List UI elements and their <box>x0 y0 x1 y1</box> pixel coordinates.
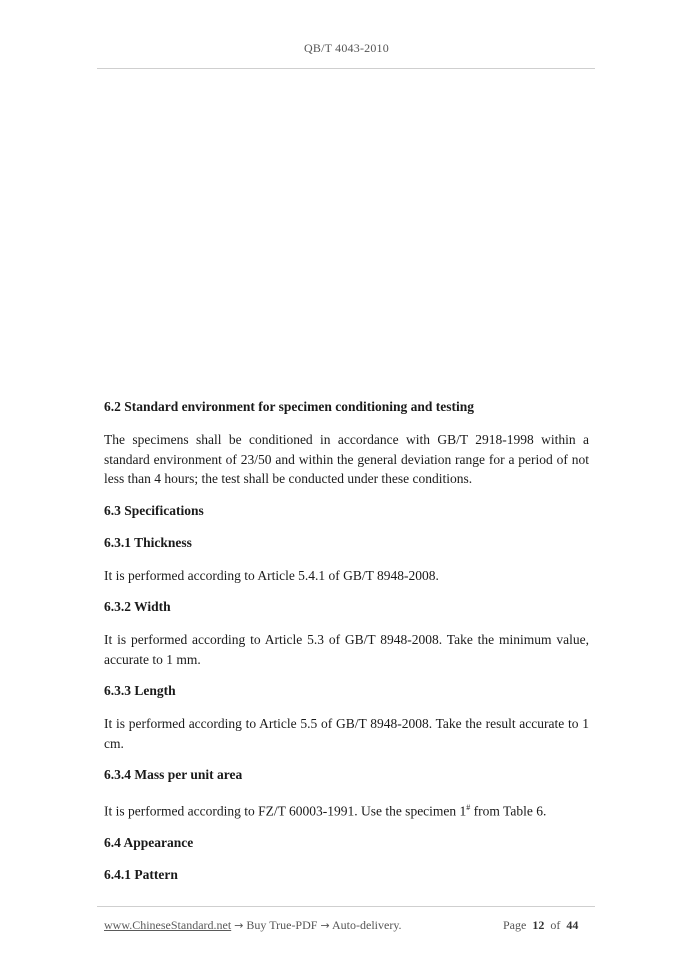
total-page-count: 44 <box>566 918 579 932</box>
specimen-superscript: # <box>466 803 471 812</box>
section-6-3-2-heading: 6.3.2 Width <box>104 599 171 614</box>
page-content <box>104 398 589 898</box>
document-code-header: QB/T 4043-2010 <box>304 41 389 55</box>
section-6-3-3-heading: 6.3.3 Length <box>104 683 176 698</box>
footer-divider <box>97 906 595 907</box>
page-indicator <box>503 918 578 933</box>
section-6-2-heading: 6.2 Standard environment for specimen conditioning and testing <box>104 399 475 414</box>
section-6-3-4-heading: 6.3.4 Mass per unit area <box>104 767 243 782</box>
section-6-3-1-heading: 6.3.1 Thickness <box>104 534 192 550</box>
arrow-right-icon: → <box>320 919 330 932</box>
of-label: of <box>550 918 561 932</box>
section-6-3-heading: 6.3 Specifications <box>104 502 204 518</box>
section-6-3-1-paragraph: It is performed according to Article 5.4.1 of GB/T 8948-2008. <box>104 567 439 583</box>
section-6-3-4-text-end: from Table 6. <box>470 803 547 819</box>
site-link[interactable]: www.ChineseStandard.net <box>104 918 232 932</box>
buy-true-pdf-text: Buy True-PDF <box>246 918 318 932</box>
header-divider <box>97 68 595 69</box>
section-6-3-2-paragraph: It is performed according to Article 5.3 of GB/T 8948-2008. Take the minimum value, accurate to 1 mm. <box>104 632 589 667</box>
arrow-right-icon: → <box>234 919 244 932</box>
section-6-4-1-heading: 6.4.1 Pattern <box>104 867 178 882</box>
page-label: Page <box>503 918 527 932</box>
section-6-3-4-paragraph <box>104 798 589 821</box>
section-6-3-4-text-start: It is performed according to FZ/T 60003-1991. Use the specimen 1 <box>104 803 467 819</box>
section-6-2-paragraph: The specimens shall be conditioned in accordance with GB/T 2918-1998 within a standard environment of 23/50 and within the general deviation range for a period of not less than 4 hours; the test shall be conducted under these conditions. <box>104 432 589 486</box>
current-page-number: 12 <box>532 918 545 932</box>
footer-promo <box>104 918 402 933</box>
auto-delivery-text: Auto-delivery. <box>332 918 402 932</box>
section-6-3-3-paragraph: It is performed according to Article 5.5 of GB/T 8948-2008. Take the result accurate to 1 cm. <box>104 716 589 751</box>
section-6-4-heading: 6.4 Appearance <box>104 835 194 850</box>
